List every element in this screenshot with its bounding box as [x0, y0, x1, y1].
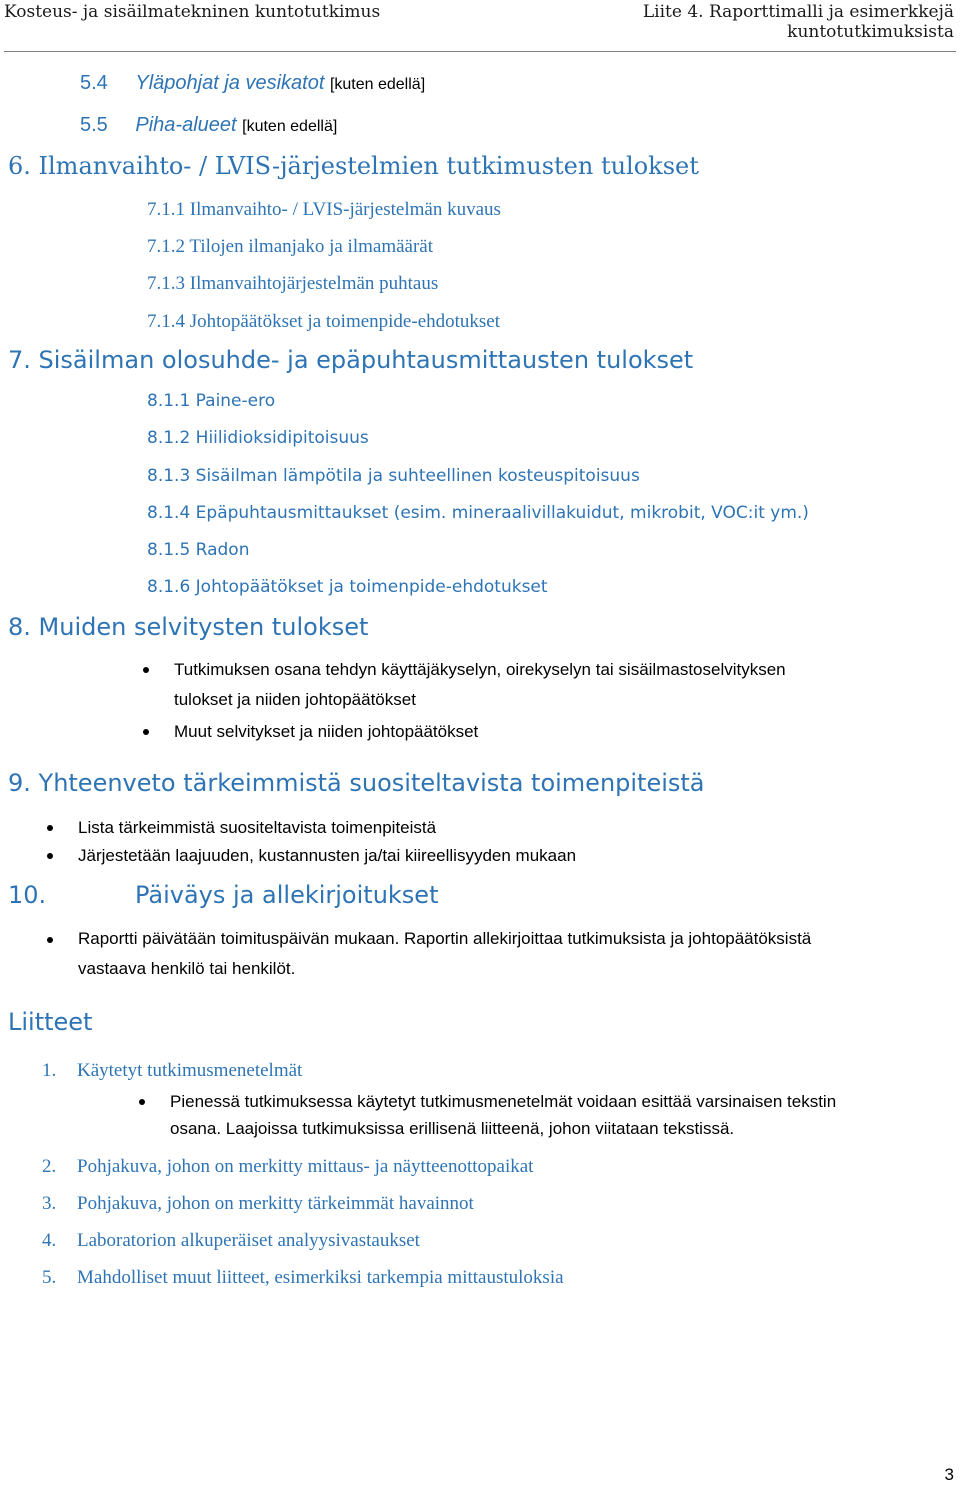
- heading-7: 7. Sisäilman olosuhde- ja epäpuhtausmittausten tulokset: [8, 346, 694, 374]
- toc-item-8-1-3: 8.1.3 Sisäilman lämpötila ja suhteellinen kosteuspitoisuus: [147, 466, 640, 486]
- appendix-1-label: Käytetyt tutkimusmenetelmät: [77, 1060, 303, 1081]
- appendices-title: Liitteet: [8, 1008, 93, 1036]
- heading-5-5-title: Piha-alueet: [135, 114, 237, 136]
- toc-item-8-1-5: 8.1.5 Radon: [147, 540, 250, 560]
- toc-item-7-1-4: 7.1.4 Johtopäätökset ja toimenpide-ehdotukset: [147, 311, 501, 332]
- heading-5-4-num: 5.4: [80, 72, 108, 94]
- header-right-line2: kuntotutkimuksista: [787, 22, 954, 42]
- toc-item-8-1-6: 8.1.6 Johtopäätökset ja toimenpide-ehdotukset: [147, 577, 548, 597]
- heading-5-4: [80, 72, 425, 95]
- bullet-icon: [143, 729, 149, 735]
- s9-bullet1: Lista tärkeimmistä suositeltavista toimenpiteistä: [78, 818, 437, 837]
- s8-bullet2: Muut selvitykset ja niiden johtopäätökset: [174, 722, 479, 741]
- appendix-3-label: Pohjakuva, johon on merkitty tärkeimmät havainnot: [77, 1193, 474, 1214]
- bullet-icon: [47, 853, 53, 859]
- header-rule: [4, 51, 956, 52]
- toc-item-7-1-1: 7.1.1 Ilmanvaihto- / LVIS-järjestelmän kuvaus: [147, 199, 501, 220]
- header-left: Kosteus- ja sisäilmatekninen kuntotutkimus: [4, 2, 381, 22]
- heading-10-num: 10.: [8, 881, 47, 909]
- s9-bullet2: Järjestetään laajuuden, kustannusten ja/tai kiireellisyyden mukaan: [78, 846, 577, 865]
- appendix-2-num: 2.: [42, 1156, 57, 1177]
- toc-item-7-1-2: 7.1.2 Tilojen ilmanjako ja ilmamäärät: [147, 236, 434, 257]
- bullet-icon: [47, 937, 53, 943]
- appendix-5: [42, 1267, 564, 1289]
- toc-item-8-1-4: 8.1.4 Epäpuhtausmittaukset (esim. mineraalivillakuidut, mikrobit, VOC:it ym.): [147, 503, 809, 523]
- heading-10-title: Päiväys ja allekirjoitukset: [135, 881, 439, 909]
- bullet-icon: [139, 1099, 145, 1105]
- appendix-3-num: 3.: [42, 1193, 57, 1214]
- header-right-line1: Liite 4. Raporttimalli ja esimerkkejä: [642, 2, 954, 22]
- appendix-1-num: 1.: [42, 1060, 57, 1081]
- heading-5-5-note: [kuten edellä]: [242, 118, 338, 135]
- page-number: 3: [944, 1465, 954, 1484]
- toc-item-7-1-3: 7.1.3 Ilmanvaihtojärjestelmän puhtaus: [147, 273, 439, 294]
- appendix-2: [42, 1156, 534, 1178]
- heading-8: 8. Muiden selvitysten tulokset: [8, 613, 369, 641]
- appendix-4: [42, 1230, 420, 1252]
- appendix-1-bullet-line2: osana. Laajoissa tutkimuksissa erillisenä liitteenä, johon viitataan tekstissä.: [170, 1119, 735, 1138]
- heading-5-5-num: 5.5: [80, 114, 108, 136]
- appendix-4-num: 4.: [42, 1230, 57, 1251]
- toc-item-8-1-1: 8.1.1 Paine-ero: [147, 391, 276, 411]
- s8-bullet1-line1: Tutkimuksen osana tehdyn käyttäjäkyselyn, oirekyselyn tai sisäilmastoselvityksen: [174, 660, 786, 679]
- bullet-icon: [47, 825, 53, 831]
- s10-bullet-line2: vastaava henkilö tai henkilöt.: [78, 959, 296, 978]
- heading-6: 6. Ilmanvaihto- / LVIS-järjestelmien tutkimusten tulokset: [8, 152, 699, 180]
- heading-10: [8, 881, 439, 909]
- appendix-5-num: 5.: [42, 1267, 57, 1288]
- heading-5-5: [80, 114, 337, 137]
- heading-9: 9. Yhteenveto tärkeimmistä suositeltavista toimenpiteistä: [8, 769, 705, 797]
- s10-bullet-line1: Raportti päivätään toimituspäivän mukaan. Raportin allekirjoittaa tutkimuksista ja johtopäätöksistä: [78, 929, 812, 948]
- bullet-icon: [143, 667, 149, 673]
- heading-5-4-note: [kuten edellä]: [329, 76, 426, 93]
- appendix-3: [42, 1193, 474, 1215]
- appendix-1-bullet-line1: Pienessä tutkimuksessa käytetyt tutkimusmenetelmät voidaan esittää varsinaisen tekstin: [170, 1092, 837, 1111]
- appendix-1: [42, 1060, 303, 1082]
- appendix-5-label: Mahdolliset muut liitteet, esimerkiksi tarkempia mittaustuloksia: [77, 1267, 564, 1288]
- toc-item-8-1-2: 8.1.2 Hiilidioksidipitoisuus: [147, 428, 369, 448]
- heading-5-4-title: Yläpohjat ja vesikatot: [135, 72, 325, 94]
- s8-bullet1-line2: tulokset ja niiden johtopäätökset: [174, 690, 416, 709]
- appendix-4-label: Laboratorion alkuperäiset analyysivastaukset: [77, 1230, 420, 1251]
- header-right: [643, 2, 954, 42]
- appendix-2-label: Pohjakuva, johon on merkitty mittaus- ja näytteenottopaikat: [77, 1156, 534, 1177]
